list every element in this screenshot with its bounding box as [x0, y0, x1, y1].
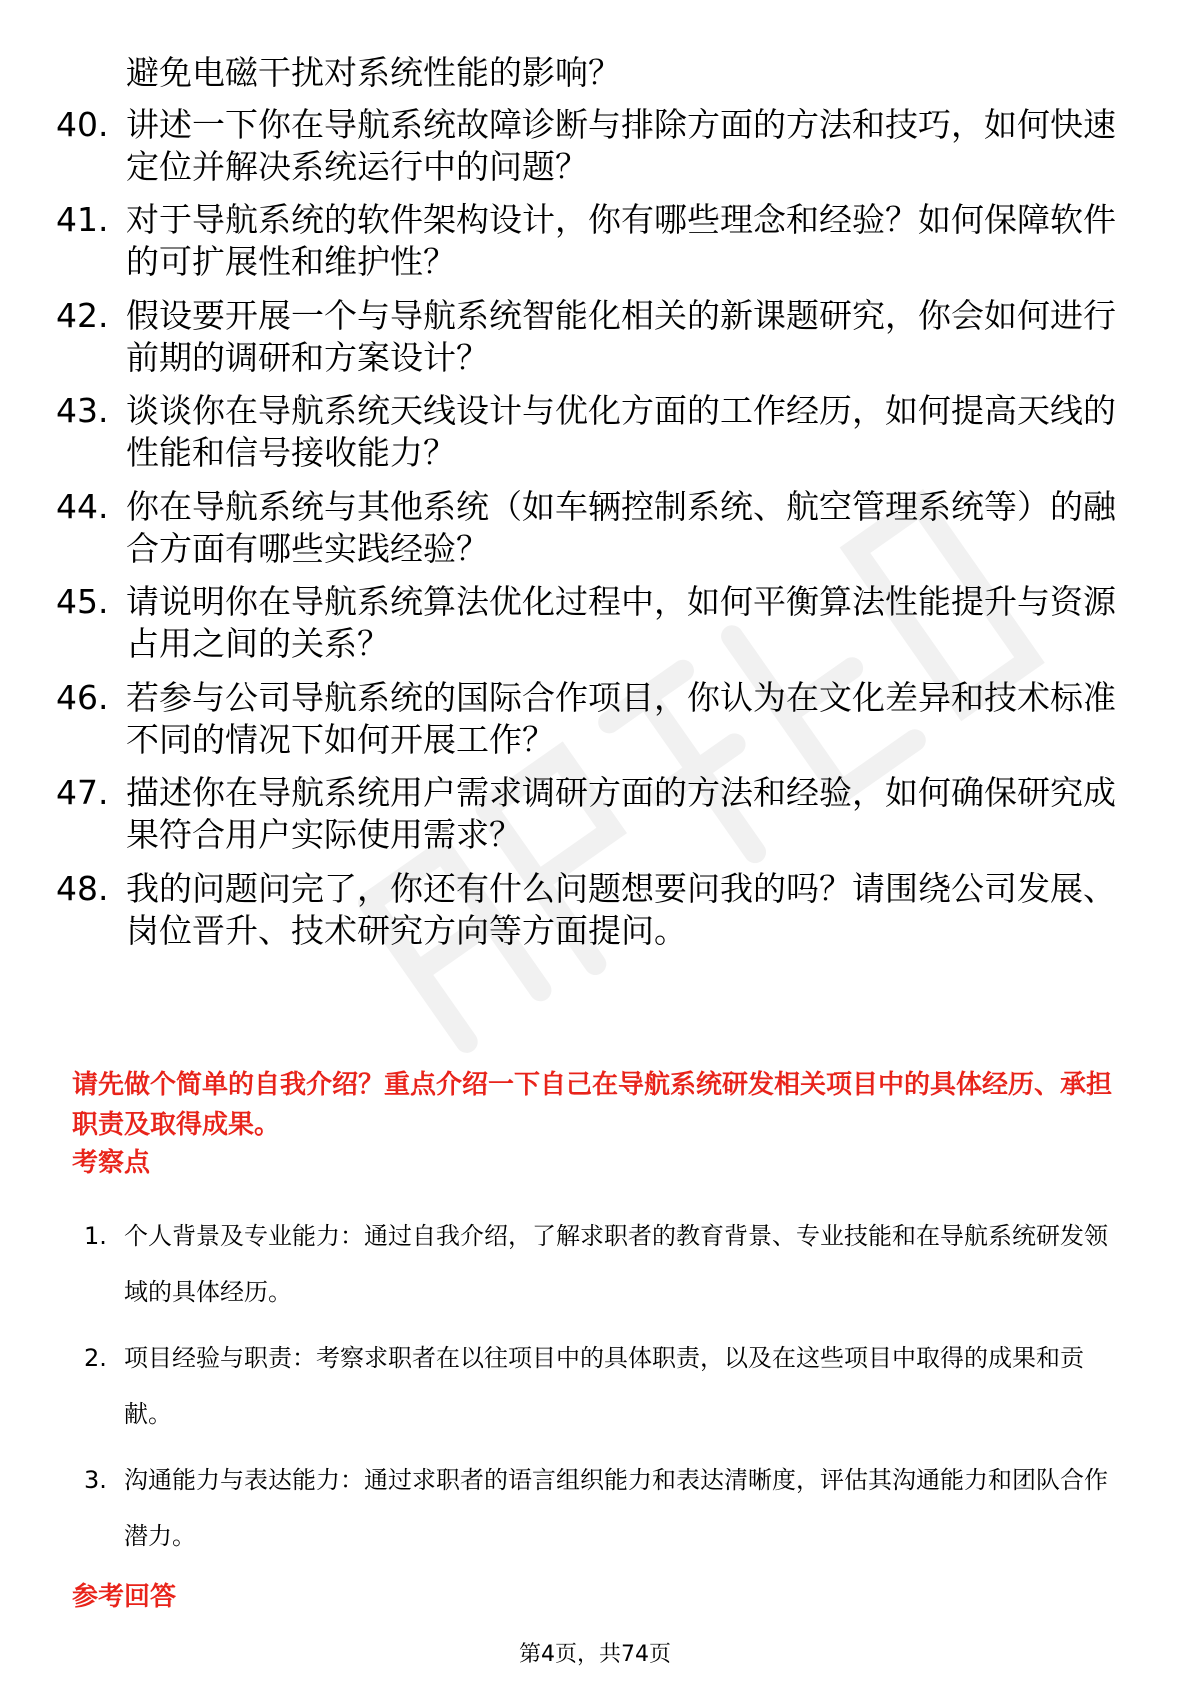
question-item	[56, 486, 1126, 576]
point-text: 个人背景及专业能力：通过自我介绍，了解求职者的教育背景、专业技能和在导航系统研发领域的具体经历。	[124, 1222, 1108, 1306]
point-number: 3.	[84, 1466, 107, 1494]
question-item	[56, 199, 1126, 289]
point-text: 项目经验与职责：考察求职者在以往项目中的具体职责，以及在这些项目中取得的成果和贡献。	[124, 1344, 1084, 1428]
question-number: 42.	[56, 296, 109, 335]
question-item	[56, 581, 1126, 671]
question-item	[56, 677, 1126, 767]
question-number: 46.	[56, 678, 109, 717]
question-text: 你在导航系统与其他系统（如车辆控制系统、航空管理系统等）的融合方面有哪些实践经验？	[126, 487, 1116, 568]
section-title-examine: 考察点	[72, 1148, 151, 1178]
question-item	[56, 390, 1126, 480]
question-number: 44.	[56, 487, 109, 526]
point-item	[84, 1208, 1134, 1328]
point-item	[84, 1330, 1134, 1450]
question-item	[56, 295, 1126, 385]
highlight-question: 请先做个简单的自我介绍？重点介绍一下自己在导航系统研发相关项目中的具体经历、承担职责及取得成果。	[72, 1070, 1113, 1140]
question-number: 45.	[56, 582, 109, 621]
question-number: 40.	[56, 105, 109, 144]
question-text: 谈谈你在导航系统天线设计与优化方面的工作经历，如何提高天线的性能和信号接收能力？	[126, 391, 1116, 472]
question-text: 讲述一下你在导航系统故障诊断与排除方面的方法和技巧，如何快速定位并解决系统运行中的问题？	[126, 105, 1116, 186]
section-title-answer: 参考回答	[72, 1582, 177, 1612]
question-number: 41.	[56, 200, 109, 239]
question-text: 若参与公司导航系统的国际合作项目，你认为在文化差异和技术标准不同的情况下如何开展工作？	[126, 678, 1116, 759]
question-number: 47.	[56, 773, 109, 812]
page-footer: 第4页，共74页	[519, 1642, 671, 1667]
question-item	[56, 868, 1126, 958]
point-number: 1.	[84, 1222, 107, 1250]
question-text: 描述你在导航系统用户需求调研方面的方法和经验，如何确保研究成果符合用户实际使用需求？	[126, 773, 1116, 854]
question-text: 我的问题问完了，你还有什么问题想要问我的吗？请围绕公司发展、岗位晋升、技术研究方向等方面提问。	[126, 869, 1116, 950]
point-item	[84, 1452, 1134, 1572]
point-number: 2.	[84, 1344, 107, 1372]
question-continuation: 避免电磁干扰对系统性能的影响？	[126, 53, 621, 92]
question-number: 43.	[56, 391, 109, 430]
question-item	[56, 772, 1126, 862]
question-text: 对于导航系统的软件架构设计，你有哪些理念和经验？如何保障软件的可扩展性和维护性？	[126, 200, 1116, 281]
question-number: 48.	[56, 869, 109, 908]
question-item	[56, 104, 1126, 194]
point-text: 沟通能力与表达能力：通过求职者的语言组织能力和表达清晰度，评估其沟通能力和团队合作潜力。	[124, 1466, 1108, 1550]
question-text: 请说明你在导航系统算法优化过程中，如何平衡算法性能提升与资源占用之间的关系？	[126, 582, 1116, 663]
question-text: 假设要开展一个与导航系统智能化相关的新课题研究，你会如何进行前期的调研和方案设计？	[126, 296, 1116, 377]
